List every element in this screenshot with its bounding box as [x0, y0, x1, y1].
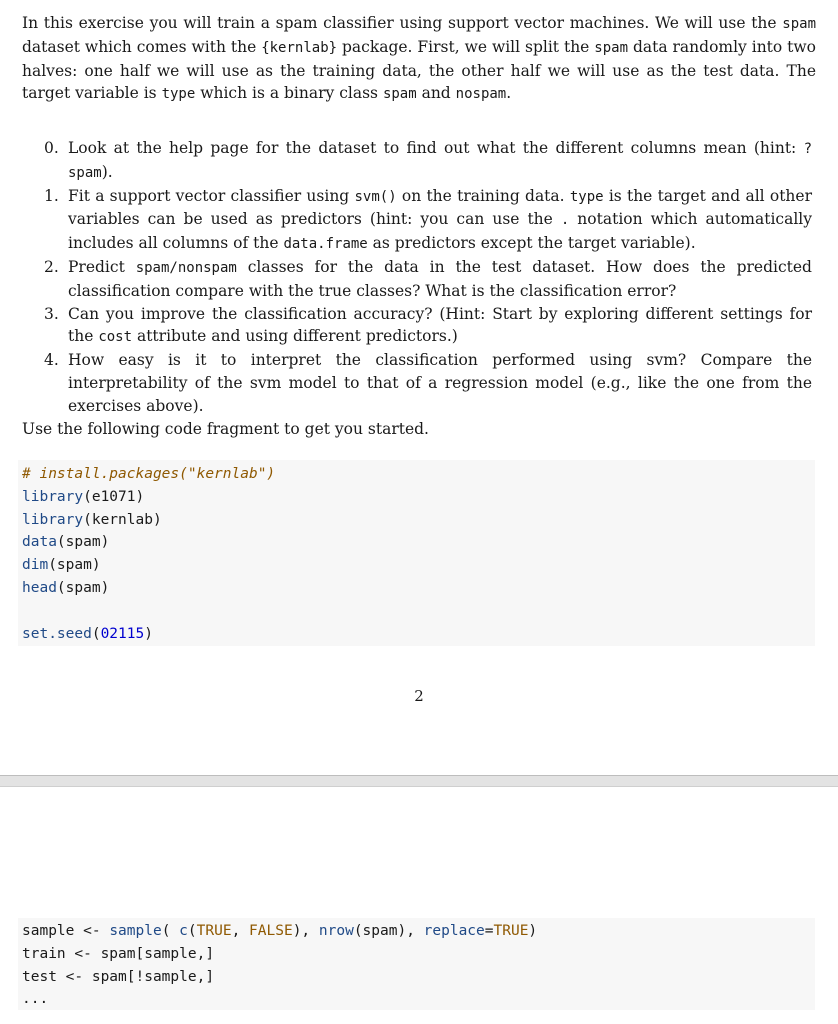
inline-code: .: [560, 212, 570, 229]
step-number: 3.: [44, 304, 59, 323]
code-block-setup[interactable]: [18, 460, 815, 646]
step-text: Fit a support vector classifier using: [68, 186, 355, 205]
step-text: notation which automatically includes all columns of the: [68, 210, 812, 253]
code-text: ): [528, 923, 538, 939]
intro-text: In this exercise you will train a spam classifier using support vector machines. We will use the: [22, 14, 783, 32]
step-number: 4.: [44, 351, 59, 370]
code-line: [22, 920, 815, 943]
intro-paragraph: [22, 12, 816, 106]
inline-code: nospam: [455, 86, 507, 103]
inline-code: svm(): [354, 188, 397, 205]
inline-code: {kernlab}: [261, 39, 338, 56]
step-text: Look at the help page for the dataset to find out what the different columns mean (hint:: [68, 139, 804, 157]
code-line: [22, 486, 815, 509]
code-line: [22, 531, 815, 554]
inline-code: spam: [594, 39, 629, 56]
intro-text: which is a binary class: [195, 84, 383, 103]
code-line: test <- spam[!sample,]: [22, 968, 215, 985]
step-number: 0.: [44, 139, 59, 157]
step-number: 2.: [44, 257, 59, 276]
list-item: [40, 349, 812, 417]
code-function: library: [22, 488, 84, 505]
list-item: [40, 303, 812, 350]
code-line: [22, 463, 815, 486]
code-text: (kernlab): [83, 511, 162, 528]
inline-code: type: [569, 188, 604, 205]
code-function: c: [179, 923, 188, 939]
code-constant: TRUE: [196, 923, 232, 939]
intro-text: package. First, we will split the: [337, 37, 595, 56]
code-block-split[interactable]: [18, 918, 815, 1010]
intro-text: data randomly into two halves: one half we will use as the training data, the other half we will use as the test data. The target variable is: [22, 37, 817, 103]
step-text: as predictors except the target variable).: [367, 234, 696, 253]
inline-code: ?spam: [68, 141, 812, 181]
step-text: How easy is it to interpret the classification performed using svm? Compare the interpretability of the svm model to that of a regression model (e.g., like the one from the exercises above).: [68, 351, 812, 415]
code-function: dim: [22, 557, 49, 574]
code-function: set.seed: [22, 625, 92, 642]
page-separator: [0, 775, 838, 787]
code-text: (: [91, 625, 101, 642]
inline-code: data.frame: [283, 236, 368, 253]
inline-code: spam: [782, 16, 816, 32]
step-text: classes for the data in the test dataset. How does the predicted classification compare with the true classes? What is the classification error?: [68, 257, 812, 300]
step-text: is the target and all other variables can be used as predictors (hint: you can use the: [68, 186, 812, 229]
code-constant: TRUE: [493, 923, 529, 939]
code-text: ),: [292, 923, 319, 939]
page-number: 2: [414, 687, 424, 705]
step-text: Can you improve the classification accuracy? (Hint: Start by exploring different settings for the: [68, 304, 812, 346]
code-number: 02115: [100, 625, 145, 642]
code-line: [22, 554, 815, 577]
intro-text: and: [416, 84, 456, 103]
code-text: (spam),: [353, 923, 424, 939]
list-item: [40, 185, 812, 256]
code-line: [22, 623, 815, 646]
code-text: (: [161, 923, 180, 939]
code-intro-text: Use the following code fragment to get you started.: [22, 420, 429, 438]
code-text: ,: [231, 923, 250, 939]
code-line: [22, 509, 815, 532]
code-text: (spam): [56, 579, 110, 596]
code-constant: FALSE: [249, 923, 293, 939]
code-argument: replace: [423, 923, 485, 939]
exercise-steps-list: [40, 137, 812, 418]
inline-code: type: [161, 86, 196, 103]
code-function: library: [22, 511, 84, 528]
code-text: (e1071): [83, 488, 145, 505]
code-text: =: [484, 923, 494, 939]
code-function: nrow: [318, 923, 354, 939]
list-item: [40, 137, 812, 185]
step-text: Predict: [68, 257, 136, 276]
code-text: (spam): [48, 557, 101, 574]
inline-code: spam/nonspam: [135, 259, 237, 276]
code-function: sample: [109, 923, 162, 939]
step-text: on the training data.: [396, 186, 570, 205]
code-text: (spam): [56, 534, 110, 551]
code-text: ): [144, 625, 153, 642]
code-line-ellipsis: ...: [22, 991, 49, 1008]
code-line-blank: [22, 600, 815, 623]
step-text: attribute and using different predictors.): [132, 327, 458, 346]
code-comment: # install.packages("kernlab"): [22, 466, 276, 482]
step-text: ).: [101, 162, 113, 181]
code-line: [22, 577, 815, 600]
intro-text: dataset which comes with the: [22, 37, 262, 56]
code-text: (: [187, 923, 197, 939]
list-item: [40, 256, 812, 303]
inline-code: spam: [382, 86, 417, 103]
inline-code: cost: [98, 329, 133, 346]
code-function: head: [22, 579, 57, 596]
code-line: train <- spam[sample,]: [22, 945, 215, 962]
step-number: 1.: [44, 186, 59, 205]
code-function: data: [22, 534, 57, 551]
intro-text: .: [506, 84, 512, 103]
code-text: sample <-: [22, 923, 110, 939]
